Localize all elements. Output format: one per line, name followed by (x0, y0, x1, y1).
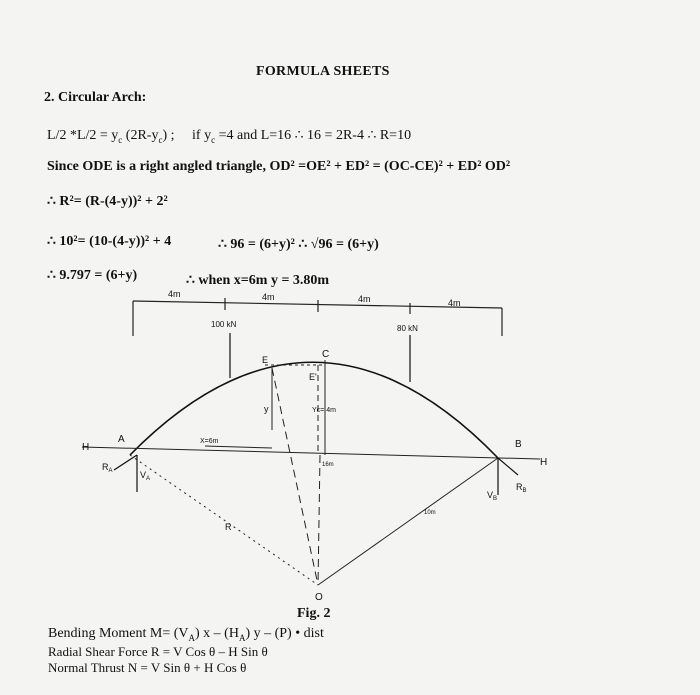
eq1-mid: (2R-y (122, 128, 159, 143)
radius-r-label: R (225, 522, 232, 532)
point-e-prime-label: E' (309, 372, 317, 382)
equation-line-5a: ∴ 9.797 = (6+y) (47, 268, 138, 283)
eq1-if-rest: =4 and L=16 ∴ 16 = 2R-4 ∴ R=10 (215, 128, 412, 143)
section-heading: 2. Circular Arch: (44, 90, 147, 105)
eq1-if-sub: c (211, 134, 216, 145)
crown-lines (130, 360, 498, 585)
page-title: FORMULA SHEETS (256, 64, 390, 79)
equation-line-4b: ∴ 96 = (6+y)² ∴ √96 = (6+y) (218, 237, 379, 252)
eq1-sub-c: c (118, 134, 123, 145)
springing-line (82, 447, 540, 459)
equation-line-3: ∴ R²= (R-(4-y))² + 2² (47, 194, 168, 209)
eq1-lhs: L/2 *L/2 = y (47, 128, 119, 143)
load-right-label: 80 kN (397, 324, 418, 333)
dim-label-1: 4m (168, 289, 181, 299)
equation-line-4a: ∴ 10²= (10-(4-y))² + 4 (47, 234, 172, 249)
x-distance-label: X=6m (200, 438, 219, 445)
dim-label-4: 4m (448, 298, 461, 308)
ra-label: $R_A$ (102, 462, 113, 474)
eq1-end: ) ; (162, 128, 175, 143)
eq1-if: if y (192, 128, 212, 143)
equation-line-5b: ∴ when x=6m y = 3.80m (186, 273, 330, 288)
va-label: $V_A$ (140, 470, 151, 482)
y-label: y (264, 404, 269, 414)
equation-line-2: Since ODE is a right angled triangle, OD² =OE² + ED² = (OC-CE)² + ED² OD² (47, 159, 511, 174)
point-b-label: B (515, 439, 522, 450)
radius-10m-label: 10m (424, 510, 436, 516)
eq1-sub-c2: c (158, 134, 163, 145)
normal-thrust-formula: Normal Thrust N = V Sin θ + H Cos θ (48, 660, 247, 675)
dim-label-2: 4m (262, 292, 275, 302)
radial-shear-formula: Radial Shear Force R = V Cos θ – H Sin θ (48, 644, 268, 659)
h-right-label: H (540, 457, 548, 468)
figure-caption: Fig. 2 (297, 606, 331, 621)
supports (114, 455, 518, 495)
bending-moment-formula: Bending Moment $M= (V_A)$ x – $(H_A)$ y – (P) • dist (48, 626, 324, 643)
rb-label: $R_B$ (516, 482, 527, 494)
vb-label: $V_B$ (487, 490, 498, 502)
point-a-label: A (118, 434, 125, 445)
h-left-label: H (82, 442, 90, 453)
span-label: 16m (322, 462, 334, 468)
load-arrows (230, 333, 410, 382)
point-e-label: E (262, 355, 269, 365)
dimension-lines (133, 298, 502, 336)
dim-label-3: 4m (358, 294, 371, 304)
load-left-label: 100 kN (211, 320, 237, 329)
point-o-label: O (315, 592, 323, 603)
point-c-label: C (322, 349, 330, 360)
yc-label: Yc= 4m (312, 407, 336, 414)
